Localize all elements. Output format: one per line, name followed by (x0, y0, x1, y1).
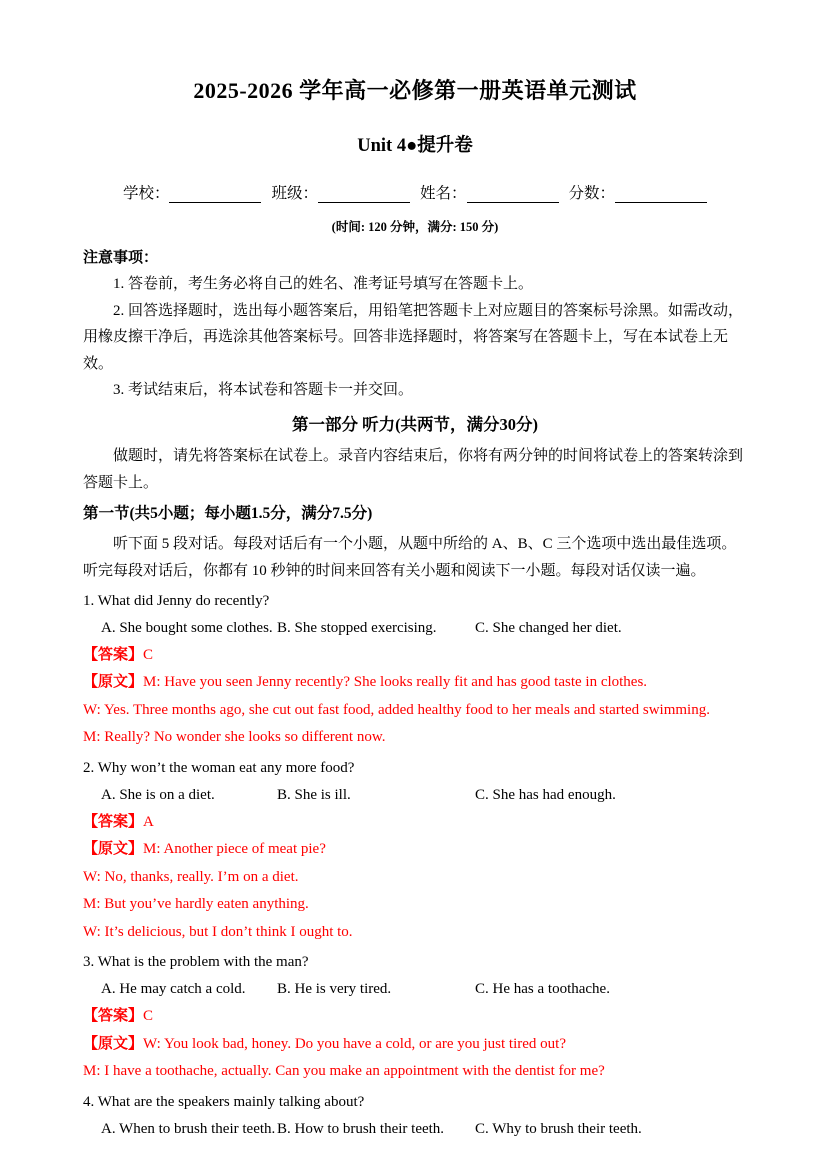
notice-item-3: 3. 考试结束后，将本试卷和答题卡一并交回。 (113, 382, 414, 398)
answer-label: 【答案】 (83, 813, 144, 830)
section1-intro: 听下面 5 段对话。每段对话后有一个小题，从题中所给的 A、B、C 三个选项中选出最佳选项。听完每段对话后，你都有 10 秒钟的时间来回答有关小题和阅读下一小题。每段对话仅读一遍。 (83, 535, 737, 579)
question-block-4 (83, 1089, 747, 1143)
unit-subtitle: Unit 4●提升卷 (357, 136, 473, 156)
question-options (83, 976, 747, 1003)
score-label: 分数： (568, 185, 616, 202)
option-b: B. How to brush their teeth. (277, 1120, 445, 1137)
answer-line (83, 1003, 747, 1031)
question-options (83, 615, 747, 642)
script-line (83, 669, 747, 697)
option-c: C. She changed her diet. (475, 619, 622, 636)
school-field (123, 181, 262, 203)
script-label: 【原文】 (83, 841, 144, 857)
answer-value: A (143, 813, 154, 830)
option-c: C. Why to brush their teeth. (475, 1120, 642, 1137)
answer-label: 【答案】 (83, 1008, 144, 1024)
answer-line (83, 642, 747, 670)
script-line: M: Really? No wonder she looks so different now. (83, 729, 386, 745)
name-field (420, 181, 559, 203)
question-block-2 (83, 755, 747, 947)
notice-item-2: 2. 回答选择题时，选出每小题答案后，用铅笔把答题卡上对应题目的答案标号涂黑。如需改动，用橡皮擦干净后，再选涂其他答案标号。回答非选择题时，将答案写在答题卡上，写在本试卷上无效。 (83, 302, 744, 372)
script-line: M: I have a toothache, actually. Can you make an appointment with the dentist for me? (83, 1063, 605, 1079)
name-blank (467, 186, 559, 203)
answer-value: C (143, 1008, 154, 1024)
time-score-note: (时间: 120 分钟，满分: 150 分) (331, 220, 499, 234)
script-text: W: You look bad, honey. Do you have a cold, or are you just tired out? (143, 1035, 566, 1052)
question-options (83, 1116, 747, 1143)
name-label: 姓名： (420, 185, 467, 202)
question-stem: 3. What is the problem with the man? (83, 954, 309, 970)
question-stem: 2. Why won’t the woman eat any more food? (83, 759, 355, 776)
school-label: 学校： (122, 185, 170, 202)
school-blank (169, 186, 261, 203)
question-stem: 4. What are the speakers mainly talking about? (83, 1093, 365, 1110)
part1-intro: 做题时，请先将答案标在试卷上。录音内容结束后，你将有两分钟的时间将试卷上的答案转涂到答题卡上。 (83, 447, 744, 491)
script-line: M: But you’ve hardly eaten anything. (83, 896, 309, 912)
part1-heading: 第一部分 听力(共两节，满分30分) (291, 414, 539, 434)
option-a: A. He may catch a cold. (101, 981, 246, 997)
option-b: B. She is ill. (277, 786, 351, 803)
option-c: C. He has a toothache. (475, 981, 610, 997)
question-options (83, 782, 747, 809)
script-line (83, 836, 747, 864)
answer-value: C (143, 646, 154, 663)
section1-heading: 第一节(共5小题；每小题1.5分，满分7.5分) (83, 504, 373, 522)
score-field (569, 181, 708, 203)
script-label: 【原文】 (83, 1035, 144, 1052)
class-label: 班级： (271, 185, 318, 202)
option-c: C. She has had enough. (475, 786, 616, 803)
exam-title: 2025-2026 学年高一必修第一册英语单元测试 (193, 78, 637, 103)
answer-label: 【答案】 (83, 646, 144, 663)
class-field (271, 181, 410, 203)
notice-item-1: 1. 答卷前，考生务必将自己的姓名、准考证号填写在答题卡上。 (113, 276, 534, 292)
option-b: B. She stopped exercising. (277, 619, 437, 636)
option-a: A. She bought some clothes. (101, 619, 273, 636)
option-a: A. She is on a diet. (101, 786, 215, 803)
option-a: A. When to brush their teeth. (101, 1120, 276, 1137)
script-label: 【原文】 (83, 674, 144, 690)
score-blank (615, 186, 707, 203)
question-stem: 1. What did Jenny do recently? (83, 592, 270, 609)
option-b: B. He is very tired. (277, 981, 392, 997)
script-text: M: Another piece of meat pie? (143, 841, 326, 857)
question-block-3 (83, 949, 747, 1086)
notice-title: 注意事项： (83, 250, 159, 266)
script-line: W: No, thanks, really. I’m on a diet. (83, 868, 299, 885)
script-line: W: Yes. Three months ago, she cut out fast food, added healthy food to her meals and started swimming. (83, 701, 710, 718)
answer-line (83, 809, 747, 837)
script-line (83, 1031, 747, 1059)
class-blank (318, 186, 410, 203)
question-block-1 (83, 588, 747, 752)
script-text: M: Have you seen Jenny recently? She looks really fit and has good taste in clothes. (143, 674, 648, 690)
script-line: W: It’s delicious, but I don’t think I ought to. (83, 923, 353, 940)
student-info-line (83, 181, 747, 203)
